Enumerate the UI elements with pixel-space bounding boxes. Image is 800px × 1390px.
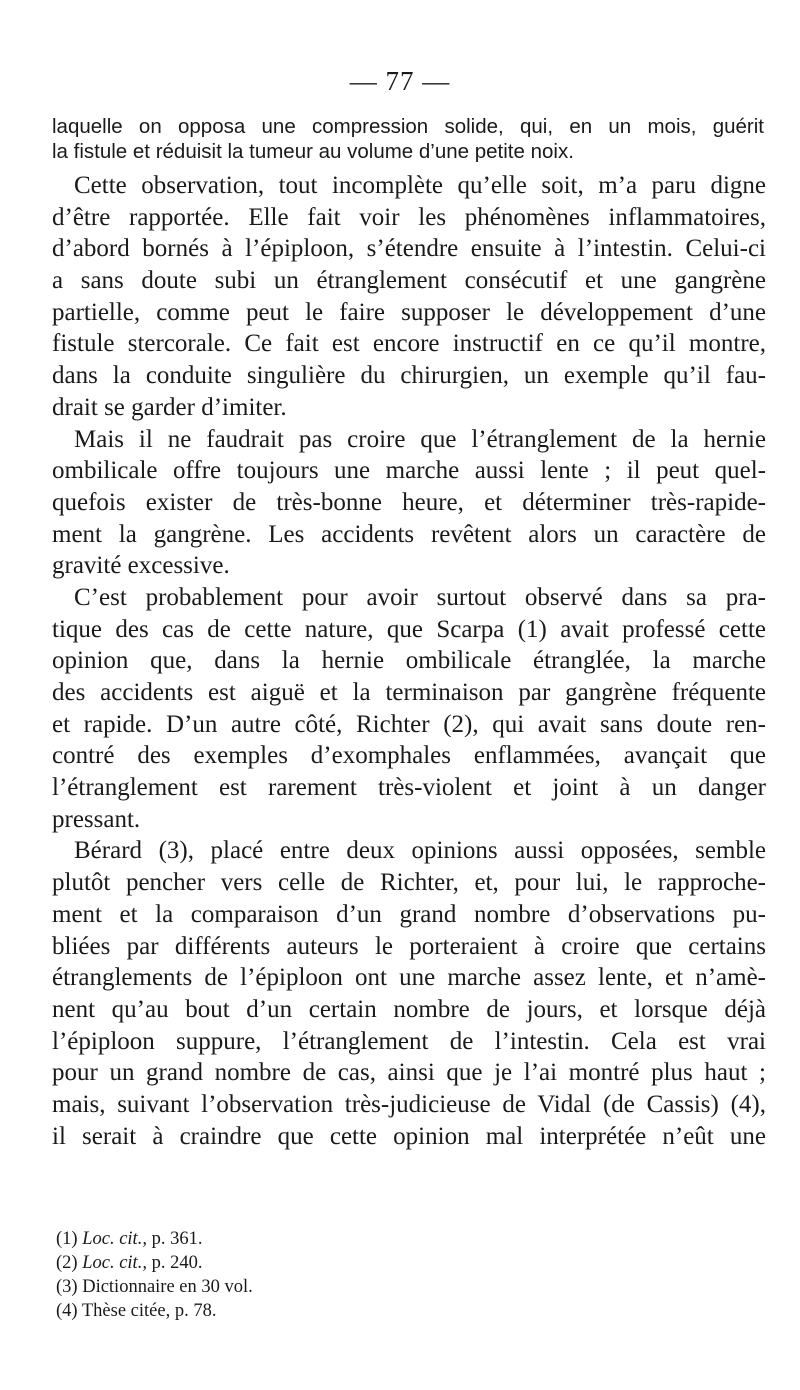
footnote [56, 1227, 253, 1251]
text-line: ment la gangrène. Les accidents revêtent alors un caractère de [52, 520, 766, 548]
text-line: l’étranglement est rarement très-violent et joint à un danger [52, 774, 766, 802]
footnote-text: p. 361. [146, 1229, 203, 1249]
footnote [56, 1299, 253, 1323]
footnote [56, 1251, 253, 1275]
text-line: Cette observation, tout incomplète qu’elle soit, m’a paru digne [74, 172, 766, 199]
text-line: ment et la comparaison d’un grand nombre d’observations pu- [52, 900, 766, 928]
text-line: plutôt pencher vers celle de Richter, et, pour lui, le rapproche- [52, 869, 766, 897]
text-line: tique des cas de cette nature, que Scarpa (1) avait professé cette [52, 615, 766, 643]
text-line: mais, suivant l’observation très-judicieuse de Vidal (de Cassis) (4), [52, 1090, 766, 1118]
text-line: des accidents est aiguë et la terminaison par gangrène fréquente [52, 679, 766, 706]
body-text [52, 170, 766, 1152]
footnote-text: Thèse citée, p. 78. [81, 1301, 217, 1321]
text-line: contré des exemples d’exomphales enflammées, avançait que [52, 742, 766, 770]
footnote-text: Dictionnaire en 30 vol. [82, 1277, 253, 1297]
text-line: gravité excessive. [52, 552, 230, 580]
text-line: C’est probablement pour avoir surtout observé dans sa pra- [74, 583, 766, 611]
footnote-reference: Loc. cit., [82, 1229, 147, 1249]
text-line: opinion que, dans la hernie ombilicale étranglée, la marche [52, 647, 766, 675]
text-line: l’épiploon suppure, l’étranglement de l’intestin. Cela est vrai [52, 1027, 766, 1055]
text-line: il serait à craindre que cette opinion mal interprétée n’eût une [52, 1122, 766, 1150]
text-line: pressant. [52, 805, 141, 833]
text-line: Mais il ne faudrait pas croire que l’étranglement de la hernie [74, 425, 766, 453]
footnote [56, 1275, 253, 1299]
text-line: quefois exister de très-bonne heure, et déterminer très-rapide- [52, 488, 766, 516]
text-line: ombilicale offre toujours une marche aussi lente ; il peut quel- [52, 457, 766, 485]
footnote-number: (2) [56, 1253, 78, 1273]
text-line: pour un grand nombre de cas, ainsi que je l’ai montré plus haut ; [52, 1059, 766, 1087]
text-line: bliées par différents auteurs le porteraient à croire que certains [52, 932, 766, 960]
text-line: Bérard (3), placé entre deux opinions aussi opposées, semble [74, 837, 766, 865]
text-line: la fistule et réduisit la tumeur au volume d’une petite noix. [52, 140, 574, 163]
text-line: drait se garder d’imiter. [52, 393, 287, 421]
footnotes [56, 1227, 253, 1323]
text-line: et rapide. D’un autre côté, Richter (2), qui avait sans doute ren- [52, 710, 766, 738]
text-line: partielle, comme peut le faire supposer le développement d’une [52, 298, 766, 326]
text-line: d’être rapportée. Elle fait voir les phénomènes inflammatoires, [52, 203, 766, 231]
text-line: a sans doute subi un étranglement consécutif et une gangrène [52, 267, 766, 295]
text-line: étranglements de l’épiploon ont une marche assez lente, et n’amè- [52, 964, 766, 992]
text-line: fistule stercorale. Ce fait est encore instructif en ce qu’il montre, [52, 330, 766, 358]
text-line: dans la conduite singulière du chirurgien, un exemple qu’il fau- [52, 362, 766, 390]
footnote-number: (1) [56, 1229, 78, 1249]
page-number: — 77 — [349, 66, 451, 96]
footnote-text: p. 240. [146, 1253, 203, 1273]
footnote-number: (4) [56, 1301, 78, 1321]
text-line: nent qu’au bout d’un certain nombre de jours, et lorsque déjà [52, 995, 766, 1023]
text-line: d’abord bornés à l’épiploon, s’étendre ensuite à l’intestin. Celui-ci [52, 235, 766, 263]
intro-paragraph [52, 114, 764, 164]
footnote-reference: Loc. cit., [82, 1253, 147, 1273]
text-line: laquelle on opposa une compression solide, qui, en un mois, guérit [52, 115, 764, 138]
footnote-number: (3) [56, 1277, 78, 1297]
